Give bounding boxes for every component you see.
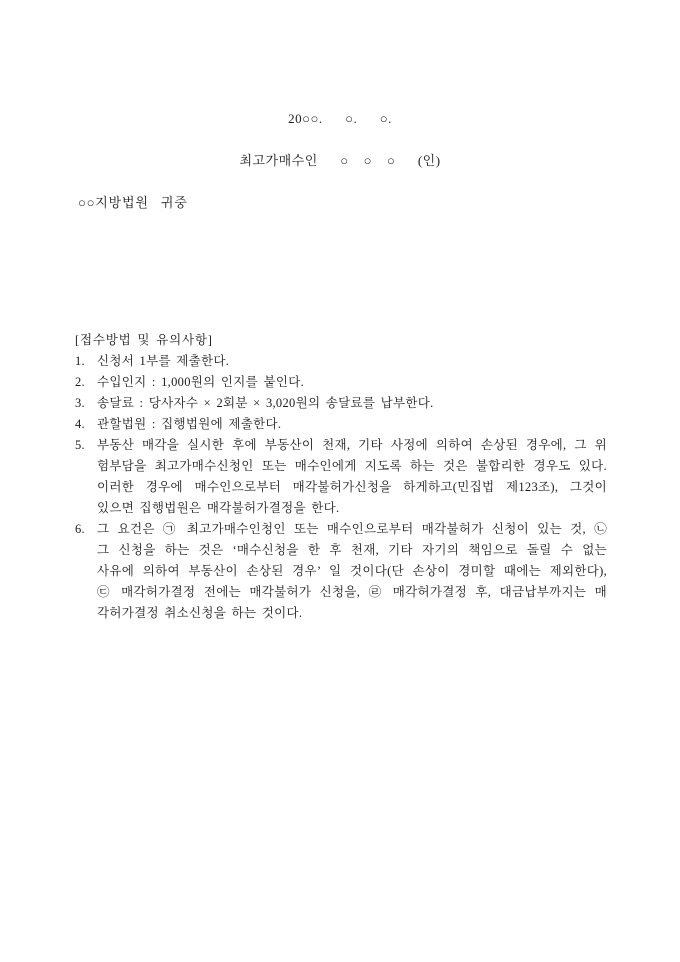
note-item-number: 6. bbox=[75, 522, 85, 536]
note-item-number: 5. bbox=[75, 438, 85, 452]
note-item-text bbox=[97, 414, 607, 435]
note-item-line: 사유에 의하여 부동산이 손상된 경우’ 일 것이다(단 손상이 경미할 때에는 제외한다), bbox=[97, 564, 607, 578]
note-item-line: 수입인지 : 1,000원의 인지를 붙인다. bbox=[97, 375, 305, 389]
note-item-line: 각허가결정 취소신청을 하는 것이다. bbox=[97, 606, 303, 620]
filing-notes-section bbox=[0, 330, 680, 624]
court-addressee-line: ○○지방법원 귀중 bbox=[78, 195, 188, 210]
note-item-text bbox=[97, 372, 607, 393]
note-item bbox=[75, 414, 607, 435]
notes-list bbox=[75, 351, 607, 624]
notes-section-title: [접수방법 및 유의사항] bbox=[75, 333, 213, 347]
note-item-number: 2. bbox=[75, 375, 85, 389]
note-item-line: 부동산 매각을 실시한 후에 부동산이 천재, 기타 사정에 의하여 손상된 경우에, 그 위 bbox=[97, 438, 607, 452]
note-item-text bbox=[97, 393, 607, 414]
note-item-text bbox=[97, 435, 607, 519]
note-item-line: 관할법원 : 집행법원에 제출한다. bbox=[97, 417, 282, 431]
note-item-number: 3. bbox=[75, 396, 85, 410]
note-item-line: 이러한 경우에 매수인으로부터 매각불허가신청을 하게하고(민집법 제123조), 그것이 bbox=[97, 480, 607, 494]
note-item-line: 있으면 집행법원은 매각불허가결정을 한다. bbox=[97, 501, 340, 515]
note-item-line: 험부담을 최고가매수신청인 또는 매수인에게 지도록 하는 것은 불합리한 경우도 있다. bbox=[97, 459, 607, 473]
note-item bbox=[75, 372, 607, 393]
note-item-line: 신청서 1부를 제출한다. bbox=[97, 354, 230, 368]
note-item-number: 1. bbox=[75, 354, 85, 368]
note-item bbox=[75, 351, 607, 372]
date-line: 20○○. ○. ○. bbox=[288, 111, 392, 126]
note-item-line: ㉢ 매각허가결정 전에는 매각불허가 신청을, ㉣ 매각허가결정 후, 대금납부까지는 매 bbox=[97, 585, 607, 599]
closing-block bbox=[0, 110, 680, 212]
note-item-line: 그 신청을 하는 것은 ‘매수신청을 한 후 천재, 기타 자기의 책임으로 돌릴 수 없는 bbox=[97, 543, 607, 557]
note-item-text bbox=[97, 351, 607, 372]
note-item bbox=[75, 519, 607, 624]
note-item bbox=[75, 393, 607, 414]
note-item-number: 4. bbox=[75, 417, 85, 431]
note-item-line: 그 요건은 ㉠ 최고가매수인청인 또는 매수인으로부터 매각불허가 신청이 있는 것, ㉡ bbox=[97, 522, 607, 536]
note-item bbox=[75, 435, 607, 519]
note-item-text bbox=[97, 519, 607, 624]
highest-bidder-signature-line: 최고가매수인 ○ ○ ○ (인) bbox=[239, 153, 441, 168]
note-item-line: 송달료 : 당사자수 × 2회분 × 3,020원의 송달료를 납부한다. bbox=[97, 396, 434, 410]
